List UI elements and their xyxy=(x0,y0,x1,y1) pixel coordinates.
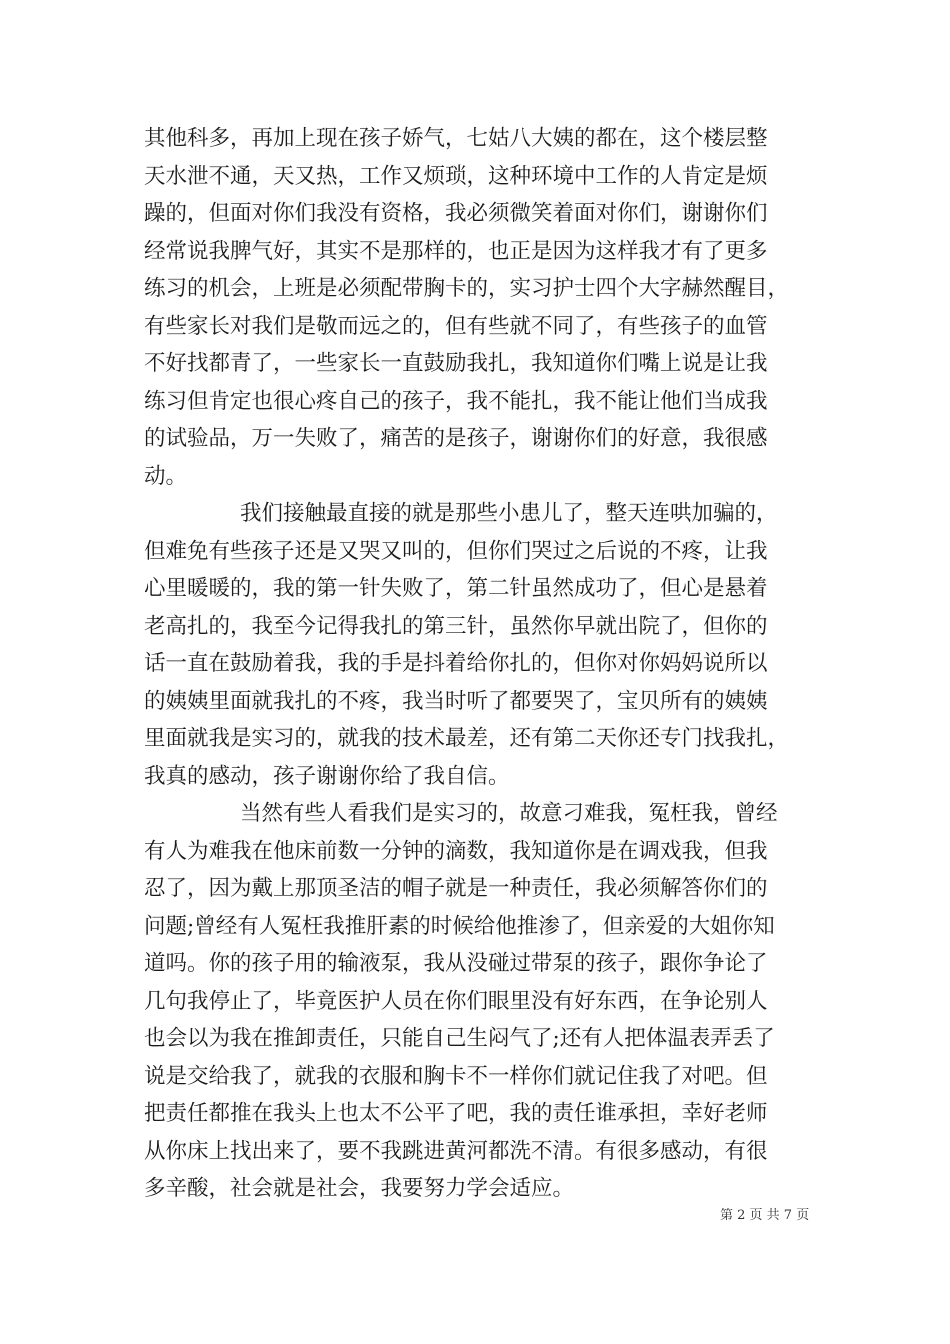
text-line: 说是交给我了，就我的衣服和胸卡不一样你们就记住我了对吧。但 xyxy=(144,1063,768,1089)
text-line: 老高扎的，我至今记得我扎的第三针，虽然你早就出院了，但你的 xyxy=(144,613,768,639)
document-body xyxy=(144,120,810,1208)
text-line: 不好找都青了，一些家长一直鼓励我扎，我知道你们嘴上说是让我 xyxy=(144,351,768,376)
text-line: 里面就我是实习的，就我的技术最差，还有第二天你还专门找我扎， xyxy=(144,726,790,751)
text-line: 我真的感动，孩子谢谢你给了我自信。 xyxy=(144,763,510,789)
paragraph-2 xyxy=(144,495,810,795)
text-line: 有些家长对我们是敬而远之的，但有些就不同了，有些孩子的血管 xyxy=(144,313,768,339)
text-line: 当然有些人看我们是实习的，故意刁难我，冤枉我，曾经 xyxy=(240,801,778,826)
text-line: 练习的机会，上班是必须配带胸卡的，实习护士四个大字赫然醒目， xyxy=(144,276,790,301)
text-line: 动。 xyxy=(144,463,188,489)
text-line: 问题;曾经有人冤枉我推肝素的时候给他推渗了，但亲爱的大姐你知 xyxy=(144,913,775,939)
text-line: 忍了，因为戴上那顶圣洁的帽子就是一种责任，我必须解答你们的 xyxy=(144,876,768,901)
text-line: 经常说我脾气好，其实不是那样的，也正是因为这样我才有了更多 xyxy=(144,238,768,264)
text-line: 有人为难我在他床前数一分钟的滴数，我知道你是在调戏我，但我 xyxy=(144,838,768,864)
text-line: 练习但肯定也很心疼自己的孩子，我不能扎，我不能让他们当成我 xyxy=(144,388,768,414)
text-line: 其他科多，再加上现在孩子娇气，七姑八大姨的都在，这个楼层整 xyxy=(144,126,768,151)
text-line: 我们接触最直接的就是那些小患儿了，整天连哄加骗的， xyxy=(240,501,778,526)
paragraph-1 xyxy=(144,120,810,495)
text-line: 几句我停止了，毕竟医护人员在你们眼里没有好东西，在争论别人 xyxy=(144,988,768,1014)
text-line: 天水泄不通，天又热，工作又烦琐，这种环境中工作的人肯定是烦 xyxy=(144,163,768,189)
text-line: 也会以为我在推卸责任，只能自己生闷气了;还有人把体温表弄丢了 xyxy=(144,1026,775,1051)
text-line: 道吗。你的孩子用的输液泵，我从没碰过带泵的孩子，跟你争论了 xyxy=(144,951,768,976)
page-number-footer: 第 2 页 共 7 页 xyxy=(720,1208,810,1223)
text-line: 话一直在鼓励着我，我的手是抖着给你扎的，但你对你妈妈说所以 xyxy=(144,651,768,676)
text-line: 的姨姨里面就我扎的不疼，我当时听了都要哭了，宝贝所有的姨姨 xyxy=(144,688,768,714)
text-line: 的试验品，万一失败了，痛苦的是孩子，谢谢你们的好意，我很感 xyxy=(144,426,768,451)
text-line: 躁的，但面对你们我没有资格，我必须微笑着面对你们，谢谢你们 xyxy=(144,201,768,226)
text-line: 但难免有些孩子还是又哭又叫的，但你们哭过之后说的不疼，让我 xyxy=(144,538,768,564)
text-line: 把责任都推在我头上也太不公平了吧，我的责任谁承担，幸好老师 xyxy=(144,1101,768,1126)
text-line: 从你床上找出来了，要不我跳进黄河都洗不清。有很多感动，有很 xyxy=(144,1138,768,1164)
text-line: 心里暖暖的，我的第一针失败了，第二针虽然成功了，但心是悬着 xyxy=(144,576,768,601)
paragraph-3 xyxy=(144,795,810,1208)
text-line: 多辛酸，社会就是社会，我要努力学会适应。 xyxy=(144,1176,575,1201)
